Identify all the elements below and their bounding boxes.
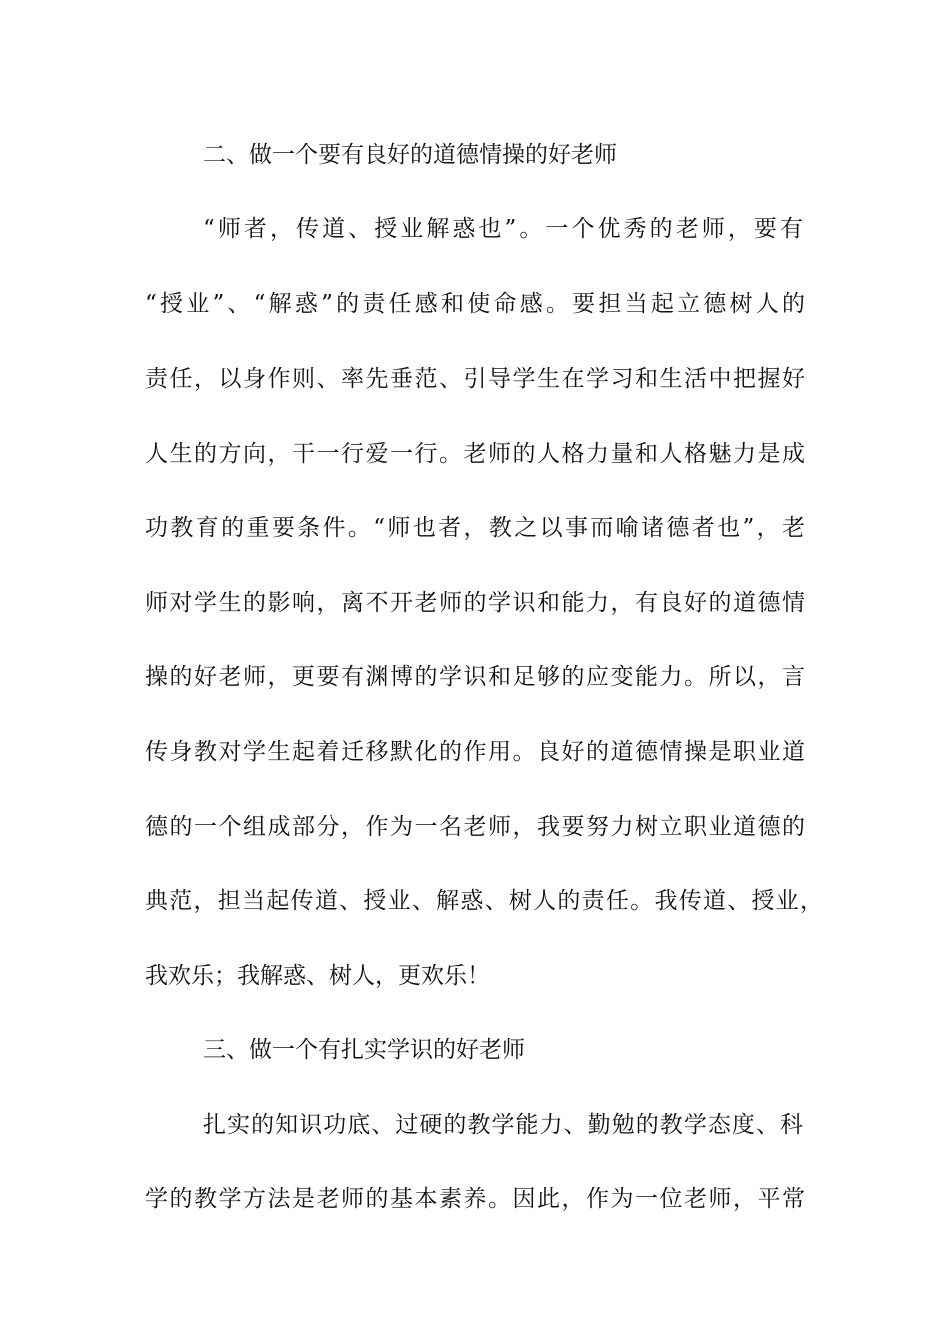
paragraph-line: 典范，担当起传道、授业、解惑、树人的责任。我传道、授业， <box>145 888 823 914</box>
paragraph-line: 传身教对学生起着迁移默化的作用。良好的道德情操是职业道 <box>145 739 805 765</box>
paragraph-line: 人生的方向，干一行爱一行。老师的人格力量和人格魅力是成 <box>145 441 805 467</box>
paragraph-line: 师对学生的影响，离不开老师的学识和能力，有良好的道德情 <box>145 590 805 616</box>
paragraph-line: 责任，以身作则、率先垂范、引导学生在学习和生活中把握好 <box>145 366 805 392</box>
paragraph-line: “授业”、“解惑”的责任感和使命感。要担当起立德树人的 <box>145 291 805 317</box>
paragraph-line: 我欢乐；我解惑、树人，更欢乐！ <box>145 963 490 989</box>
paragraph-line: 扎实的知识功底、过硬的教学能力、勤勉的教学态度、科 <box>203 1112 803 1138</box>
paragraph-line: 操的好老师，更要有渊博的学识和足够的应变能力。所以，言 <box>145 664 805 690</box>
paragraph-line: 功教育的重要条件。“师也者，教之以事而喻诸德者也”，老 <box>145 515 805 541</box>
section-heading-2: 二、做一个要有良好的道德情操的好老师 <box>203 142 617 168</box>
paragraph-line: 学的教学方法是老师的基本素养。因此，作为一位老师，平常 <box>145 1186 805 1212</box>
paragraph-line: 德的一个组成部分，作为一名老师，我要努力树立职业道德的 <box>145 814 805 840</box>
paragraph-line: “师者，传道、授业解惑也”。一个优秀的老师，要有 <box>203 216 803 242</box>
section-heading-3: 三、做一个有扎实学识的好老师 <box>203 1037 525 1063</box>
